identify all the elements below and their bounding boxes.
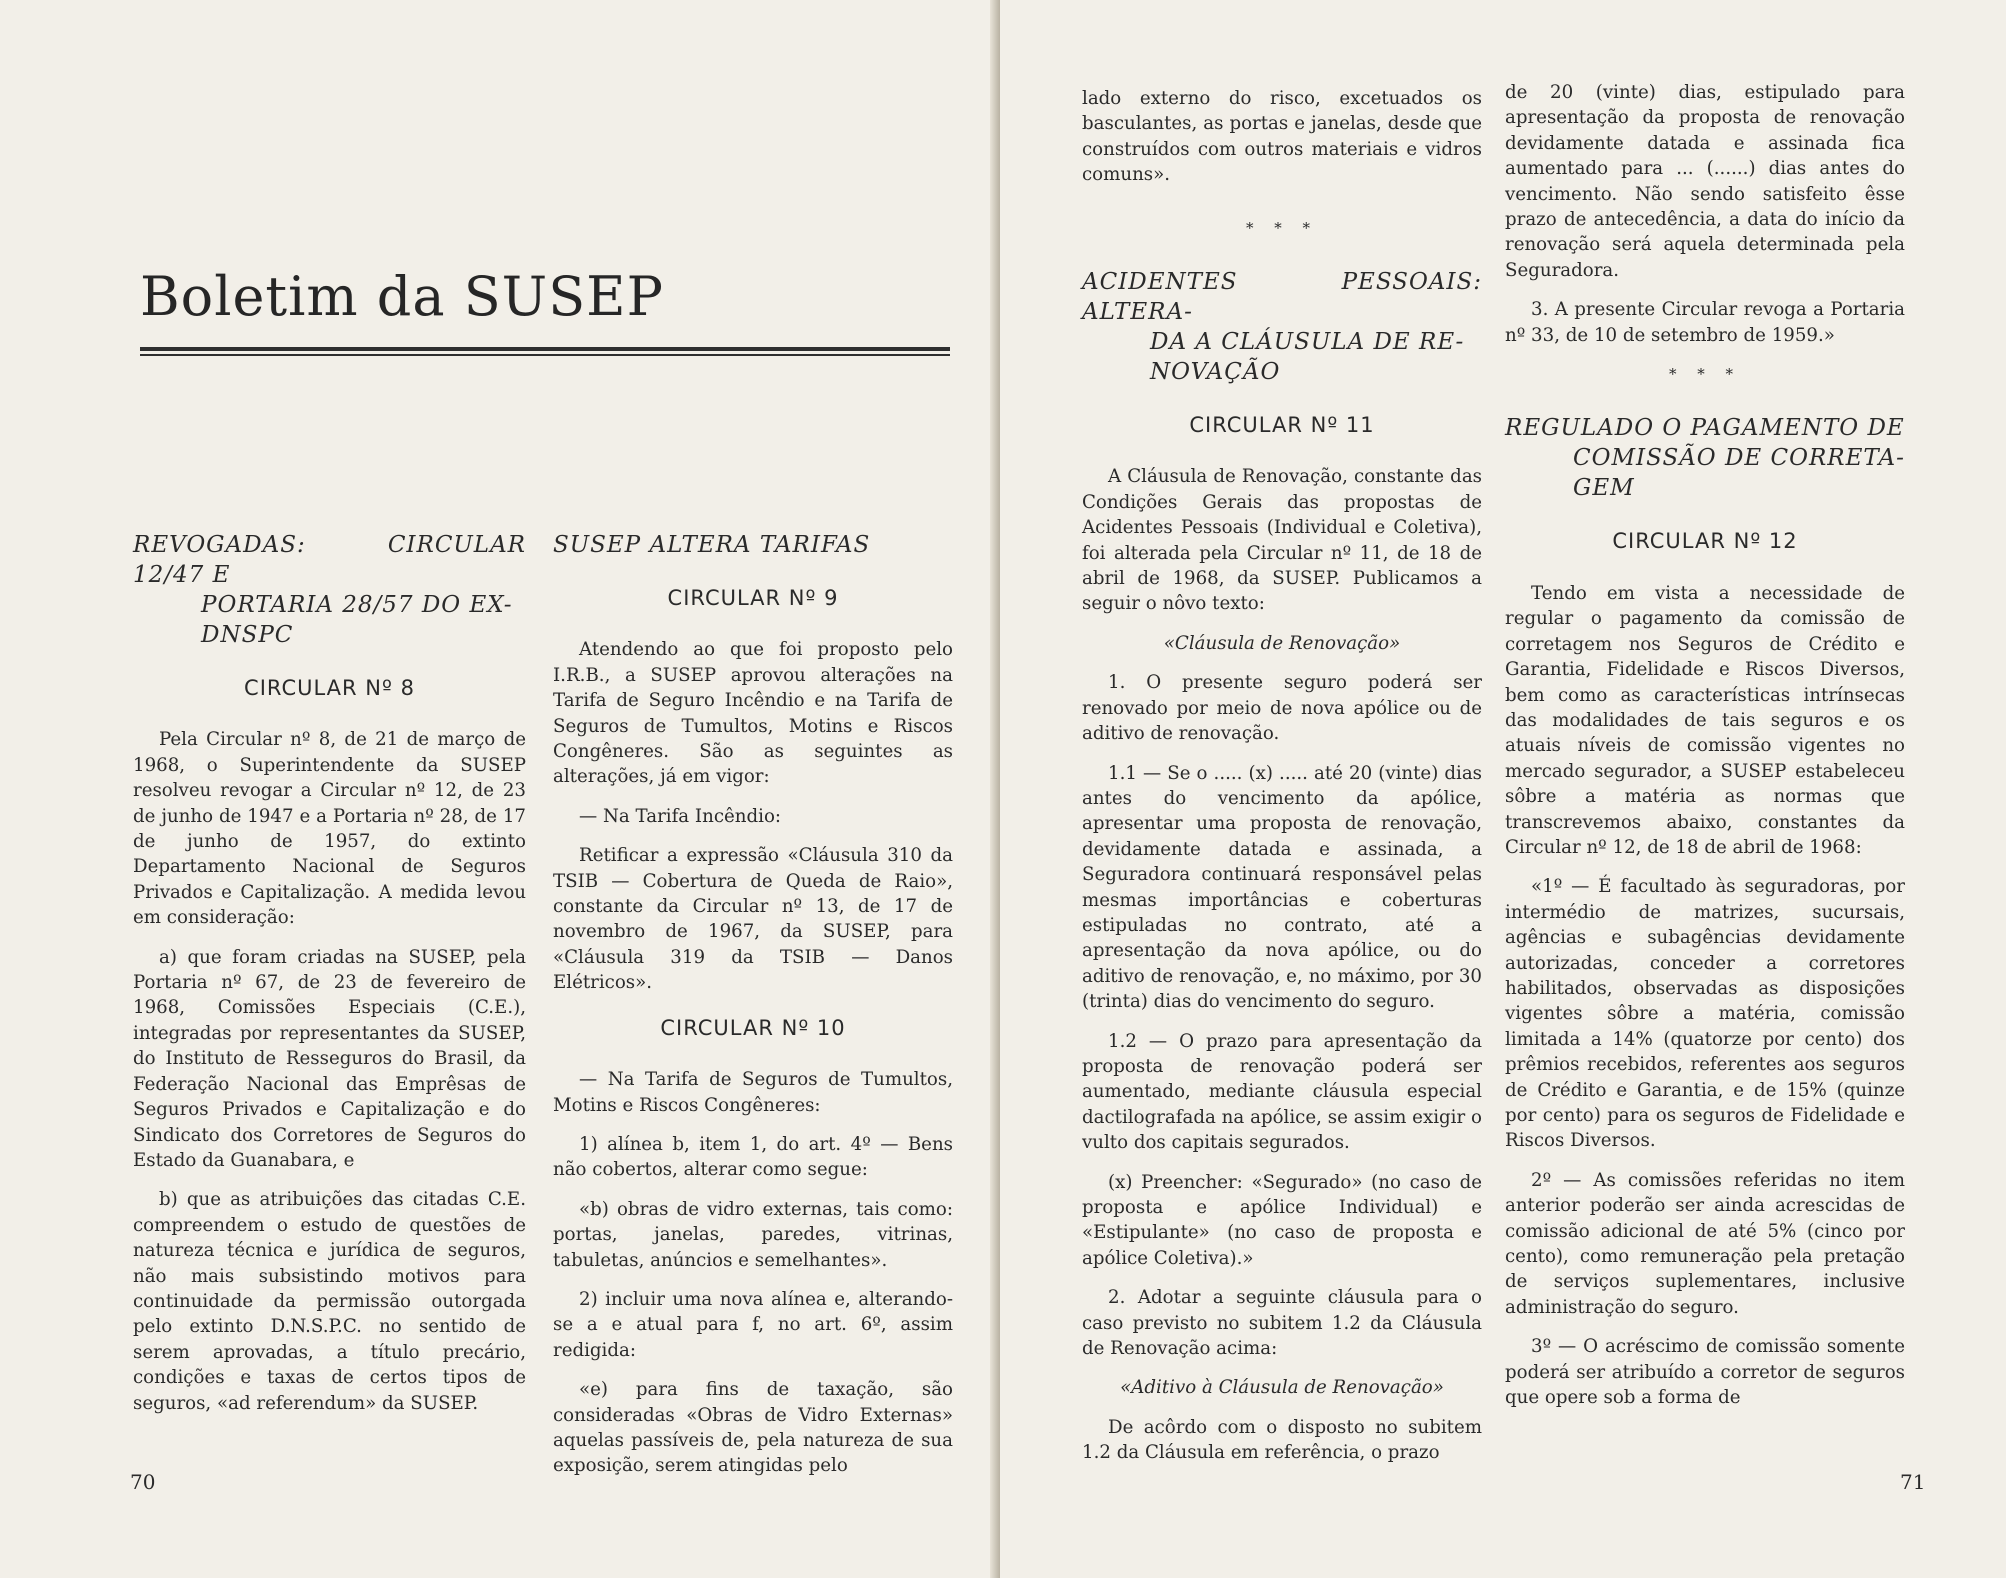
headline-acidentes-pessoais	[1082, 267, 1482, 387]
headline-comissao-corretagem	[1505, 413, 1905, 503]
circular-10-heading: CIRCULAR Nº 10	[660, 1015, 846, 1040]
paragraph: 3º — O acréscimo de comissão somente poderá ser atribuído a corretor de seguros que opere sob a forma de	[1505, 1336, 1905, 1409]
headline-line: NOVAÇÃO	[1150, 359, 1281, 386]
masthead-title: Boletim da SUSEP	[140, 265, 664, 328]
paragraph: 1.2 — O prazo para apresentação da proposta de renovação poderá ser aumentado, mediante cláusula especial dactilografada na apólice, se assim exigir o vulto dos capitais segurados.	[1082, 1030, 1482, 1154]
headline-susep-altera-tarifas: SUSEP ALTERA TARIFAS	[553, 532, 871, 558]
right-column-2	[1505, 80, 1905, 1424]
paragraph: 1. O presente seguro poderá ser renovado por meio de nova apólice ou de aditivo de renovação.	[1082, 672, 1482, 745]
circular-8-heading: CIRCULAR Nº 8	[244, 676, 415, 700]
paragraph: «1º — É facultado às seguradoras, por intermédio de matrizes, sucursais, agências e subagências devidamente autorizadas, conceder a corretores habilitados, observadas as disposições vigentes sôbre a matéria, comissão limitada a 14% (quatorze por cento) dos prêmios recebidos, referentes aos seguros de Crédito e Garantia, e de 15% (quinze por cento) para os seguros de Fidelidade e Riscos Diversos.	[1505, 876, 1905, 1152]
headline-line: PORTARIA 28/57 DO EX-	[201, 592, 513, 618]
paragraph: De acôrdo com o disposto no subitem 1.2 da Cláusula em referência, o prazo	[1082, 1416, 1482, 1464]
masthead-rule	[140, 347, 950, 356]
paragraph: lado externo do risco, excetuados os basculantes, as portas e janelas, desde que construídos com outros materiais e vidros comuns».	[1082, 88, 1482, 186]
paragraph: A Cláusula de Renovação, constante das Condições Gerais das propostas de Acidentes Pessoais (Individual e Coletiva), foi alterada pela Circular nº 11, de 18 de abril de 1968, da SUSEP. Publicamos a seguir o nôvo texto:	[1082, 466, 1482, 615]
paragraph: Tendo em vista a necessidade de regular o pagamento da comissão de corretagem nos Seguros de Crédito e Garantia, Fidelidade e Riscos Diversos, bem como as características intrínsecas das modalidades de tais seguros e os atuais níveis de comissão vigentes no mercado segurador, a SUSEP estabeleceu sôbre a matéria as normas que transcrevemos abaixo, constantes da Circular nº 12, de 18 de abril de 1968:	[1505, 582, 1905, 858]
circular-12-heading: CIRCULAR Nº 12	[1612, 529, 1798, 554]
right-column-1	[1082, 86, 1482, 1480]
headline-line: COMISSÃO DE CORRETA-	[1573, 445, 1905, 472]
paragraph: 1.1 — Se o ..... (x) ..... até 20 (vinte) dias antes do vencimento da apólice, apresentar uma proposta de renovação, devidamente datada e assinada, a Seguradora continuará responsável pelas mesmas importâncias e coberturas estipuladas no contrato, até a apresentação da nova apólice, ou do aditivo de renovação, e, no máximo, por 30 (trinta) dias do vencimento do seguro.	[1082, 762, 1482, 1013]
paragraph: — Na Tarifa Incêndio:	[579, 805, 782, 827]
left-page	[0, 0, 996, 1578]
section-separator: * * *	[1245, 218, 1319, 237]
paragraph: 2. Adotar a seguinte cláusula para o caso previsto no subitem 1.2 da Cláusula de Renovação acima:	[1082, 1287, 1482, 1360]
page-number-right: 71	[1900, 1470, 1926, 1494]
clause-title: «Aditivo à Cláusula de Renovação»	[1120, 1377, 1444, 1399]
circular-11-heading: CIRCULAR Nº 11	[1189, 413, 1375, 438]
paragraph: (x) Preencher: «Segurado» (no caso de proposta e apólice Individual) e «Estipulante» (no caso de proposta e apólice Coletiva).»	[1082, 1171, 1482, 1269]
paragraph: Atendendo ao que foi proposto pelo I.R.B., a SUSEP aprovou alterações na Tarifa de Seguro Incêndio e na Tarifa de Seguros de Tumultos, Motins e Riscos Congêneres. São as seguintes as alterações, já em vigor:	[553, 639, 953, 788]
headline-line: DA A CLÁUSULA DE RE-	[1150, 329, 1465, 356]
headline-line: ACIDENTES PESSOAIS: ALTERA-	[1082, 269, 1482, 326]
left-column-2	[553, 530, 953, 1493]
headline-revogadas	[133, 530, 526, 650]
headline-line: DNSPC	[201, 622, 294, 648]
paragraph: — Na Tarifa de Seguros de Tumultos, Motins e Riscos Congêneres:	[553, 1069, 953, 1116]
paragraph: de 20 (vinte) dias, estipulado para apresentação da proposta de renovação devidamente datada e assinada fica aumentado para ... (......) dias antes do vencimento. Não sendo satisfeito êsse prazo de antecedência, a data do início da renovação será aquela determinada pela Seguradora.	[1505, 82, 1905, 281]
circular-9-heading: CIRCULAR Nº 9	[667, 586, 839, 610]
paragraph: Retificar a expressão «Cláusula 310 da TSIB — Cobertura de Queda de Raio», constante da Circular nº 13, de 17 de novembro de 1967, da SUSEP, para «Cláusula 319 da TSIB — Danos Elétricos».	[553, 845, 953, 994]
paragraph: 2) incluir uma nova alínea e, alterando-se a e atual para f, no art. 6º, assim redigida:	[553, 1288, 953, 1361]
headline-line: REGULADO O PAGAMENTO DE	[1505, 415, 1905, 442]
paragraph: Pela Circular nº 8, de 21 de março de 1968, o Superintendente da SUSEP resolveu revogar a Circular nº 12, de 23 de junho de 1947 e a Portaria nº 28, de 17 de junho de 1957, do extinto Departamento Nacional de Seguros Privados e Capitalização. A medida levou em consideração:	[133, 729, 526, 929]
left-column-1	[133, 530, 526, 1430]
section-separator: * * *	[1668, 365, 1742, 384]
paragraph: «e) para fins de taxação, são consideradas «Obras de Vidro Externas» aquelas passíveis de, pela natureza de sua exposição, serem atingidas pelo	[553, 1379, 953, 1477]
headline-line: GEM	[1573, 475, 1635, 502]
paragraph: 2º — As comissões referidas no item anterior poderão ser ainda acrescidas de comissão adicional de até 5% (cinco por cento), como remuneração pela pretação de serviços suplementares, inclusive administração do seguro.	[1505, 1169, 1905, 1318]
paragraph: a) que foram criadas na SUSEP, pela Portaria nº 67, de 23 de fevereiro de 1968, Comissões Especiais (C.E.), integradas por representantes da SUSEP, do Instituto de Resseguros do Brasil, da Federação Nacional das Emprêsas de Seguros Privados e Capitalização e do Sindicato dos Corretores de Seguros do Estado da Guanabara, e	[133, 946, 526, 1171]
paragraph: b) que as atribuições das citadas C.E. compreendem o estudo de questões de natureza técnica e jurídica de seguros, não mais subsistindo motivos para continuidade da permissão outorgada pelo extinto D.N.S.P.C. no sentido de serem aprovadas, a título precário, condições e taxas de certos tipos de seguros, «ad referendum» da SUSEP.	[133, 1189, 526, 1414]
headline-line: REVOGADAS: CIRCULAR 12/47 E	[133, 532, 526, 588]
page-number-left: 70	[130, 1470, 156, 1494]
right-page	[1000, 0, 2006, 1578]
paragraph: 3. A presente Circular revoga a Portaria nº 33, de 10 de setembro de 1959.»	[1505, 299, 1905, 346]
clause-title: «Cláusula de Renovação»	[1163, 632, 1401, 654]
paragraph: «b) obras de vidro externas, tais como: portas, janelas, paredes, vitrinas, tabuletas, anúncios e semelhantes».	[553, 1198, 953, 1271]
paragraph: 1) alínea b, item 1, do art. 4º — Bens não cobertos, alterar como segue:	[553, 1133, 953, 1181]
